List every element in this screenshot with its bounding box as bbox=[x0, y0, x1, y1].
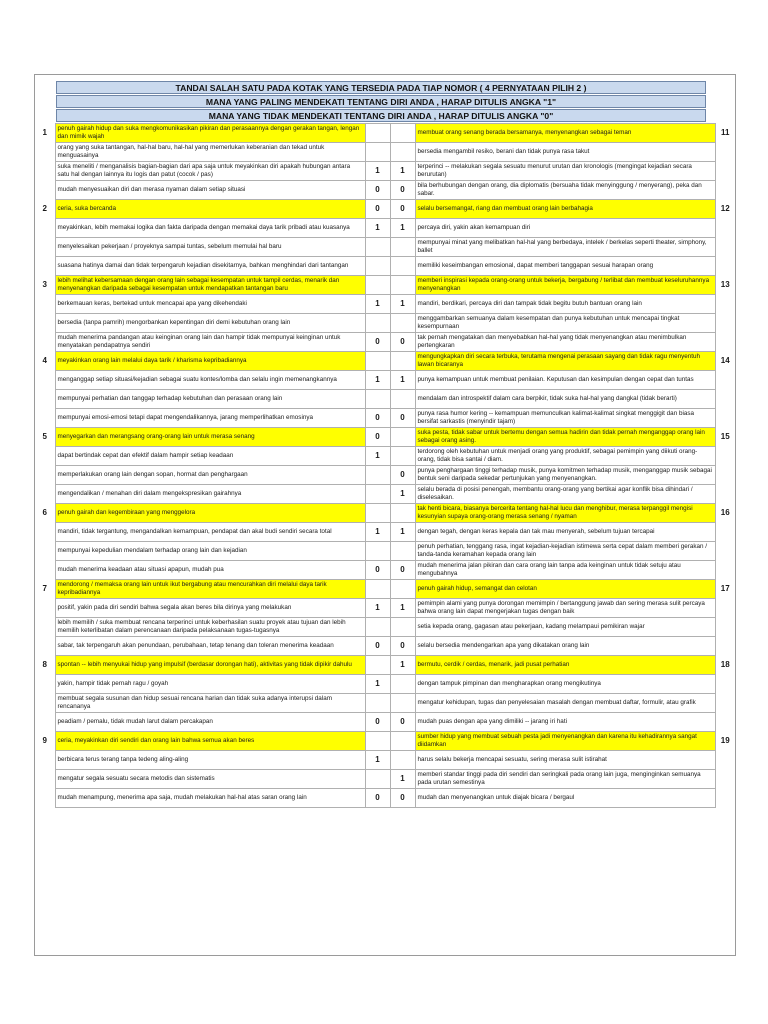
right-statement: bermutu, cerdik / cerdas, menarik, jadi pusat perhatian bbox=[415, 656, 715, 675]
right-statement: dengan tampuk pimpinan dan mengharapkan orang mengikutinya bbox=[415, 675, 715, 694]
left-item-number bbox=[35, 219, 55, 238]
left-item-number bbox=[35, 542, 55, 561]
left-item-number bbox=[35, 162, 55, 181]
score-cell-b[interactable]: 1 bbox=[390, 295, 415, 314]
table-row bbox=[35, 713, 735, 732]
left-statement: orang yang suka tantangan, hal-hal baru, hal-hal yang memerlukan keberanian dan tekad untuk menguasainya bbox=[55, 143, 365, 162]
right-item-number bbox=[715, 561, 735, 580]
left-statement: mandiri, tidak tergantung, mengandalkan kemampuan, pendapat dan akal budi sendiri secara total bbox=[55, 523, 365, 542]
left-item-number bbox=[35, 257, 55, 276]
right-item-number bbox=[715, 637, 735, 656]
left-statement: peadiam / pemalu, tidak mudah larut dalam percakapan bbox=[55, 713, 365, 732]
table-row bbox=[35, 162, 735, 181]
left-item-number bbox=[35, 523, 55, 542]
score-cell-a[interactable]: 1 bbox=[365, 599, 390, 618]
left-item-number: 2 bbox=[42, 204, 47, 214]
right-statement: harus selalu bekerja mencapai sesuatu, sering merasa sulit istirahat bbox=[415, 751, 715, 770]
table-row bbox=[35, 333, 735, 352]
left-item-number bbox=[35, 713, 55, 732]
score-cell-b[interactable] bbox=[390, 618, 415, 637]
score-cell-b[interactable]: 0 bbox=[390, 561, 415, 580]
left-item-number bbox=[35, 751, 55, 770]
left-statement: penuh gairah dan kegembiraan yang menggelora bbox=[55, 504, 365, 523]
right-statement: memberi standar tinggi pada diri sendiri dan seringkali pada orang lain juga, menginginkan semuanya pada urutan semestinya bbox=[415, 770, 715, 789]
table-row bbox=[35, 618, 735, 637]
score-cell-b[interactable]: 0 bbox=[390, 466, 415, 485]
left-item-number bbox=[35, 371, 55, 390]
table-row bbox=[35, 371, 735, 390]
left-statement: memperlakukan orang lain dengan sopan, hormat dan penghargaan bbox=[55, 466, 365, 485]
left-item-number bbox=[35, 637, 55, 656]
score-cell-a[interactable]: 1 bbox=[365, 162, 390, 181]
left-item-number bbox=[35, 295, 55, 314]
questionnaire-sheet bbox=[34, 74, 736, 956]
left-item-number bbox=[35, 390, 55, 409]
table-row bbox=[35, 352, 735, 371]
table-row bbox=[35, 295, 735, 314]
right-statement: punya rasa humor kering -- kemampuan memunculkan kalimat-kalimat singkat menggigit dan biasa bersifat sarkastis (menyindir tajam) bbox=[415, 409, 715, 428]
score-cell-a[interactable] bbox=[365, 504, 390, 523]
score-cell-b[interactable] bbox=[390, 694, 415, 713]
table-row bbox=[35, 770, 735, 789]
score-cell-b[interactable] bbox=[390, 580, 415, 599]
score-cell-b[interactable]: 0 bbox=[390, 789, 415, 808]
right-item-number bbox=[715, 162, 735, 181]
left-item-number: 1 bbox=[42, 128, 47, 138]
score-cell-b[interactable]: 1 bbox=[390, 371, 415, 390]
right-item-number: 18 bbox=[720, 660, 730, 670]
left-item-number: 8 bbox=[42, 660, 47, 670]
score-cell-b[interactable]: 0 bbox=[390, 181, 415, 200]
right-item-number: 11 bbox=[721, 128, 730, 138]
right-statement: tak henti bicara, biasanya bercerita tentang hal-hal lucu dan menghibur, merasa terpanggil mengisi kesunyian supaya orang-orang merasa senang / nyaman bbox=[415, 504, 715, 523]
table-row bbox=[35, 447, 735, 466]
score-cell-a[interactable]: 1 bbox=[365, 675, 390, 694]
instruction-line-2: MANA YANG PALING MENDEKATI TENTANG DIRI ANDA , HARAP DITULIS ANGKA "1" bbox=[56, 95, 706, 108]
score-cell-a[interactable] bbox=[365, 143, 390, 162]
right-item-number bbox=[715, 447, 735, 466]
left-statement: ceria, suka bercanda bbox=[55, 200, 365, 219]
table-row bbox=[35, 542, 735, 561]
score-cell-a[interactable] bbox=[365, 466, 390, 485]
score-cell-b[interactable]: 0 bbox=[390, 409, 415, 428]
left-item-number: 7 bbox=[42, 584, 47, 594]
right-item-number bbox=[715, 599, 735, 618]
right-statement: mempunyai minat yang melibatkan hal-hal yang berbedaya, intelek / berkelas seperti theater, simphony, ballet bbox=[415, 238, 715, 257]
left-statement: menyelesaikan pekerjaan / proyeknya sampai tuntas, sebelum memulai hal baru bbox=[55, 238, 365, 257]
right-item-number bbox=[715, 542, 735, 561]
right-item-number bbox=[715, 143, 735, 162]
score-cell-b[interactable] bbox=[390, 257, 415, 276]
score-cell-b[interactable] bbox=[390, 124, 415, 143]
table-row bbox=[35, 314, 735, 333]
left-statement: mengatur segala sesuatu secara metodis dan sistematis bbox=[55, 770, 365, 789]
right-item-number bbox=[715, 751, 735, 770]
right-item-number bbox=[715, 333, 735, 352]
left-statement: mudah menampung, menerima apa saja, mudah melakukan hal-hal atas saran orang lain bbox=[55, 789, 365, 808]
score-cell-a[interactable]: 1 bbox=[365, 371, 390, 390]
score-cell-a[interactable] bbox=[365, 580, 390, 599]
right-item-number bbox=[715, 694, 735, 713]
table-row bbox=[35, 599, 735, 618]
left-statement: ceria, meyakinkan diri sendiri dan orang lain bahwa semua akan beres bbox=[55, 732, 365, 751]
left-item-number bbox=[35, 675, 55, 694]
score-cell-a[interactable] bbox=[365, 352, 390, 371]
left-statement: bersedia (tanpa pamrih) mengorbankan kepentingan diri demi kebutuhan orang lain bbox=[55, 314, 365, 333]
left-statement: menganggap setiap situasi/kejadian sebagai suatu kontes/lomba dan selalu ingin memenangkannya bbox=[55, 371, 365, 390]
table-row bbox=[35, 656, 735, 675]
score-cell-a[interactable] bbox=[365, 618, 390, 637]
score-cell-a[interactable] bbox=[365, 770, 390, 789]
right-statement: percaya diri, yakin akan kemampuan diri bbox=[415, 219, 715, 238]
left-item-number bbox=[35, 409, 55, 428]
right-statement: memiliki keseimbangan emosional, dapat memberi tanggapan sesuai harapan orang bbox=[415, 257, 715, 276]
left-statement: lebih melihat kebersamaan dengan orang lain sebagai kesempatan untuk tampil cerdas, menarik dan menyenangkan daripada sebagai kesempatan untuk mendapatkan tantangan baru bbox=[55, 276, 365, 295]
score-cell-a[interactable] bbox=[365, 694, 390, 713]
score-cell-b[interactable]: 1 bbox=[390, 656, 415, 675]
right-item-number bbox=[715, 314, 735, 333]
right-item-number: 13 bbox=[720, 280, 730, 290]
score-cell-b[interactable] bbox=[390, 751, 415, 770]
score-cell-b[interactable] bbox=[390, 352, 415, 371]
left-item-number bbox=[35, 447, 55, 466]
score-cell-b[interactable] bbox=[390, 143, 415, 162]
score-cell-a[interactable] bbox=[365, 390, 390, 409]
left-statement: membuat segala susunan dan hidup sesuai rencana harian dan tidak suka adanya interupsi dalam rencananya bbox=[55, 694, 365, 713]
right-item-number bbox=[715, 371, 735, 390]
right-statement: terperinci -- melakukan segala sesuatu menurut urutan dan kronologis (mengingat kejadian secara berurutan) bbox=[415, 162, 715, 181]
right-statement: penuh gairah hidup, semangat dan celotan bbox=[415, 580, 715, 599]
instruction-line-3: MANA YANG TIDAK MENDEKATI TENTANG DIRI ANDA , HARAP DITULIS ANGKA "0" bbox=[56, 109, 706, 122]
right-item-number bbox=[715, 295, 735, 314]
left-statement: meyakinkan, lebih memakai logika dan fakta daripada dengan memakai daya tarik pribadi atau kuasanya bbox=[55, 219, 365, 238]
score-cell-b[interactable] bbox=[390, 542, 415, 561]
score-cell-a[interactable]: 1 bbox=[365, 523, 390, 542]
right-statement: penuh perhatian, tenggang rasa, ingat kejadian-kejadian istimewa serta cepat dalam memberi gerakan / tanda-tanda keramahan kepada orang lain bbox=[415, 542, 715, 561]
right-item-number bbox=[715, 675, 735, 694]
score-cell-b[interactable] bbox=[390, 276, 415, 295]
table-row bbox=[35, 485, 735, 504]
right-statement: dengan tegah, dengan keras kepala dan tak mau menyerah, sebelum tujuan tercapai bbox=[415, 523, 715, 542]
score-cell-b[interactable]: 1 bbox=[390, 523, 415, 542]
right-item-number bbox=[715, 238, 735, 257]
left-statement: mudah menyesuaikan diri dan merasa nyaman dalam setiap situasi bbox=[55, 181, 365, 200]
left-statement: mengendalikan / menahan diri dalam mengekspresikan gairahnya bbox=[55, 485, 365, 504]
left-item-number: 4 bbox=[42, 356, 47, 366]
left-statement: mudah menerima pandangan atau keinginan orang lain dan hampir tidak mempunyai keinginan untuk menyatakan pendapatnya sendiri bbox=[55, 333, 365, 352]
right-item-number: 12 bbox=[720, 204, 730, 214]
right-statement: punya penghargaan tinggi terhadap musik, punya komitmen terhadap musik, menganggap musik sebagai bentuk seni daripada sekedar pertunjukan yang menyenangkan. bbox=[415, 466, 715, 485]
right-statement: terdorong oleh kebutuhan untuk menjadi orang yang produktif, sebagai pemimpin yang diikuti orang-orang, tidak bisa santai / diam. bbox=[415, 447, 715, 466]
table-row bbox=[35, 238, 735, 257]
left-item-number bbox=[35, 770, 55, 789]
right-item-number: 19 bbox=[720, 736, 730, 746]
score-cell-b[interactable] bbox=[390, 428, 415, 447]
left-item-number: 6 bbox=[42, 508, 47, 518]
left-statement: mempunyai emosi-emosi tetapi dapat mengendalikannya, jarang memperlihatkan emosinya bbox=[55, 409, 365, 428]
score-cell-b[interactable] bbox=[390, 447, 415, 466]
score-cell-b[interactable] bbox=[390, 732, 415, 751]
right-statement: mudah dan menyenangkan untuk diajak bicara / bergaul bbox=[415, 789, 715, 808]
score-cell-a[interactable]: 1 bbox=[365, 219, 390, 238]
left-item-number bbox=[35, 485, 55, 504]
score-cell-b[interactable]: 1 bbox=[390, 162, 415, 181]
left-statement: berbicara terus terang tanpa tedeng aling-aling bbox=[55, 751, 365, 770]
score-cell-a[interactable]: 0 bbox=[365, 637, 390, 656]
score-cell-b[interactable] bbox=[390, 504, 415, 523]
score-cell-b[interactable]: 1 bbox=[390, 219, 415, 238]
right-statement: tak pernah mengatakan dan menyebabkan hal-hal yang tidak menyenangkan atau menimbulkan pertengkaran bbox=[415, 333, 715, 352]
right-statement: membuat orang senang berada bersamanya, menyenangkan sebagai teman bbox=[415, 124, 715, 143]
score-cell-a[interactable]: 0 bbox=[365, 561, 390, 580]
score-cell-a[interactable]: 0 bbox=[365, 409, 390, 428]
score-cell-a[interactable]: 1 bbox=[365, 447, 390, 466]
right-statement: selalu berada di posisi penengah, membantu orang-orang yang bertikai agar konflik bisa dihindari / diselesaikan. bbox=[415, 485, 715, 504]
score-cell-b[interactable]: 0 bbox=[390, 713, 415, 732]
score-cell-a[interactable]: 1 bbox=[365, 751, 390, 770]
table-row bbox=[35, 390, 735, 409]
score-cell-a[interactable] bbox=[365, 238, 390, 257]
score-cell-a[interactable]: 0 bbox=[365, 428, 390, 447]
table-row bbox=[35, 675, 735, 694]
table-row bbox=[35, 181, 735, 200]
right-item-number bbox=[715, 409, 735, 428]
right-statement: punya kemampuan untuk membuat penilaian. Keputusan dan kesimpulan dengan cepat dan tuntas bbox=[415, 371, 715, 390]
left-item-number bbox=[35, 466, 55, 485]
table-row bbox=[35, 637, 735, 656]
right-statement: memberi inspirasi kepada orang-orang untuk bekerja, bergabung / terlibat dan membuat keseluruhannya menyenangkan bbox=[415, 276, 715, 295]
score-cell-b[interactable] bbox=[390, 238, 415, 257]
left-item-number bbox=[35, 181, 55, 200]
score-cell-a[interactable] bbox=[365, 732, 390, 751]
left-statement: lebih memilih / suka membuat rencana terperinci untuk keberhasilan suatu proyek atau tujuan dan lebih memilih keterlibatan dalam perencanaan daripada pelaksanaan tugas-tugasnya bbox=[55, 618, 365, 637]
left-item-number bbox=[35, 599, 55, 618]
table-row bbox=[35, 561, 735, 580]
score-cell-a[interactable]: 0 bbox=[365, 713, 390, 732]
table-row bbox=[35, 751, 735, 770]
left-statement: sabar, tak terpengaruh akan penundaan, perubahaan, tetap tenang dan toleran menerima keadaan bbox=[55, 637, 365, 656]
left-statement: mempunyai kepedulian mendalam terhadap orang lain dan kejadian bbox=[55, 542, 365, 561]
score-cell-b[interactable]: 1 bbox=[390, 485, 415, 504]
score-cell-a[interactable]: 0 bbox=[365, 200, 390, 219]
right-statement: mudah menerima jalan pikiran dan cara orang lain tanpa ada keinginan untuk tidak setuju atau mengubahnya bbox=[415, 561, 715, 580]
right-statement: pemimpin alami yang punya dorongan memimpin / bertanggung jawab dan sering merasa sulit percaya bahwa orang lain dapat mengerjakan tugas dengan baik bbox=[415, 599, 715, 618]
right-item-number bbox=[715, 789, 735, 808]
right-item-number bbox=[715, 523, 735, 542]
left-statement: berkemauan keras, bertekad untuk mencapai apa yang dikehendaki bbox=[55, 295, 365, 314]
score-cell-b[interactable] bbox=[390, 314, 415, 333]
table-row bbox=[35, 523, 735, 542]
left-item-number bbox=[35, 694, 55, 713]
score-cell-a[interactable]: 0 bbox=[365, 333, 390, 352]
left-statement: suasana hatinya damai dan tidak terpengaruh kejadian disekitarnya, bahkan menghindari dari tantangan bbox=[55, 257, 365, 276]
right-statement: suka pesta, tidak sabar untuk bertemu dengan semua hadirin dan tidak pernah menganggap orang lain sebagai orang asing. bbox=[415, 428, 715, 447]
score-cell-a[interactable] bbox=[365, 276, 390, 295]
score-cell-b[interactable] bbox=[390, 390, 415, 409]
right-item-number: 17 bbox=[720, 584, 730, 594]
left-item-number bbox=[35, 143, 55, 162]
left-item-number: 5 bbox=[42, 432, 47, 442]
table-row bbox=[35, 409, 735, 428]
right-item-number bbox=[715, 257, 735, 276]
table-row bbox=[35, 732, 735, 751]
score-cell-a[interactable] bbox=[365, 656, 390, 675]
score-cell-b[interactable]: 1 bbox=[390, 599, 415, 618]
table-row bbox=[35, 428, 735, 447]
right-statement: mudah puas dengan apa yang dimiliki -- jarang iri hati bbox=[415, 713, 715, 732]
right-item-number bbox=[715, 485, 735, 504]
right-item-number bbox=[715, 466, 735, 485]
left-statement: mudah menerima keadaan atau situasi apapun, mudah pua bbox=[55, 561, 365, 580]
score-cell-b[interactable]: 0 bbox=[390, 333, 415, 352]
instruction-line-1: TANDAI SALAH SATU PADA KOTAK YANG TERSEDIA PADA TIAP NOMOR ( 4 PERNYATAAN PILIH 2 ) bbox=[56, 81, 706, 94]
table-row bbox=[35, 580, 735, 599]
left-statement: mendorong / memaksa orang lain untuk ikut bergabung atau mencurahkan diri melalui daya tarik kepribadiannya bbox=[55, 580, 365, 599]
score-cell-b[interactable]: 0 bbox=[390, 200, 415, 219]
right-item-number bbox=[715, 390, 735, 409]
right-item-number bbox=[715, 181, 735, 200]
right-statement: mengungkapkan diri secara terbuka, terutama mengenai perasaan sayang dan tidak ragu menyentuh lawan bicaranya bbox=[415, 352, 715, 371]
left-item-number bbox=[35, 618, 55, 637]
left-statement: penuh gairah hidup dan suka mengkomunikasikan pikiran dan perasaannya dengan gerakan tangan, lengan dan mimik wajah bbox=[55, 124, 365, 143]
right-item-number bbox=[715, 713, 735, 732]
right-item-number bbox=[715, 618, 735, 637]
right-item-number bbox=[715, 219, 735, 238]
left-statement: positif, yakin pada diri sendiri bahwa segala akan beres bila dirinya yang melakukan bbox=[55, 599, 365, 618]
right-item-number: 15 bbox=[720, 432, 730, 442]
score-cell-b[interactable]: 1 bbox=[390, 770, 415, 789]
score-cell-a[interactable] bbox=[365, 314, 390, 333]
right-statement: mandiri, berdikari, percaya diri dan tampak tidak begitu butuh bantuan orang lain bbox=[415, 295, 715, 314]
table-row bbox=[35, 276, 735, 295]
left-item-number bbox=[35, 561, 55, 580]
left-item-number bbox=[35, 333, 55, 352]
table-row bbox=[35, 200, 735, 219]
right-statement: bersedia mengambil resiko, berani dan tidak punya rasa takut bbox=[415, 143, 715, 162]
right-item-number bbox=[715, 770, 735, 789]
table-row bbox=[35, 143, 735, 162]
score-cell-a[interactable] bbox=[365, 124, 390, 143]
right-statement: mengatur kehidupan, tugas dan penyelesaian masalah dengan membuat daftar, formulir, atau grafik bbox=[415, 694, 715, 713]
score-cell-b[interactable] bbox=[390, 675, 415, 694]
score-cell-a[interactable] bbox=[365, 485, 390, 504]
left-item-number: 3 bbox=[42, 280, 47, 290]
statement-table bbox=[35, 123, 735, 808]
right-statement: setia kepada orang, gagasan atau pekerjaan, kadang melampaui pemikiran wajar bbox=[415, 618, 715, 637]
left-statement: yakin, hampir tidak pernah ragu / goyah bbox=[55, 675, 365, 694]
left-statement: meyakinkan orang lain melalui daya tarik / kharisma kepribadiannya bbox=[55, 352, 365, 371]
left-item-number bbox=[35, 314, 55, 333]
left-item-number: 9 bbox=[42, 736, 47, 746]
table-row bbox=[35, 789, 735, 808]
left-statement: suka meneliti / menganalisis bagian-bagian dari apa saja untuk meyakinkan diri apakah hubungan antara satu hal dengan lainnya itu logis dan patut (cocok / pas) bbox=[55, 162, 365, 181]
left-item-number bbox=[35, 789, 55, 808]
right-statement: selalu bersedia mendengarkan apa yang dikatakan orang lain bbox=[415, 637, 715, 656]
score-cell-a[interactable]: 0 bbox=[365, 181, 390, 200]
score-cell-a[interactable]: 1 bbox=[365, 295, 390, 314]
left-statement: menyegarkan dan merangsang orang-orang lain untuk merasa senang bbox=[55, 428, 365, 447]
table-row bbox=[35, 504, 735, 523]
table-row bbox=[35, 257, 735, 276]
left-statement: spontan -- lebih menyukai hidup yang impulsif (berdasar dorongan hati), aktivitas yang tidak dipikir dahulu bbox=[55, 656, 365, 675]
score-cell-a[interactable]: 0 bbox=[365, 789, 390, 808]
right-statement: mendalam dan introspektif dalam cara berpikir, tidak suka hal-hal yang dangkal (tidak berarti) bbox=[415, 390, 715, 409]
score-cell-a[interactable] bbox=[365, 542, 390, 561]
right-item-number: 16 bbox=[720, 508, 730, 518]
score-cell-b[interactable]: 0 bbox=[390, 637, 415, 656]
table-row bbox=[35, 219, 735, 238]
left-item-number bbox=[35, 238, 55, 257]
table-row bbox=[35, 466, 735, 485]
right-statement: bila berhubungan dengan orang, dia diplomatis (bersuaha tidak menyinggung / menyerang), peka dan sabar. bbox=[415, 181, 715, 200]
table-row bbox=[35, 694, 735, 713]
table-row bbox=[35, 124, 735, 143]
right-item-number: 14 bbox=[720, 356, 730, 366]
right-statement: sumber hidup yang membuat sebuah pesta jadi menyenangkan dan karena itu kehadirannya sangat diidamkan bbox=[415, 732, 715, 751]
left-statement: mempunyai perhatian dan tanggap terhadap kebutuhan dan perasaan orang lain bbox=[55, 390, 365, 409]
score-cell-a[interactable] bbox=[365, 257, 390, 276]
right-statement: menggambarkan semuanya dalam kesempatan dan punya kebutuhan untuk mencapai tingkat kesempurnaan bbox=[415, 314, 715, 333]
right-statement: selalu bersemangat, riang dan membuat orang lain berbahagia bbox=[415, 200, 715, 219]
left-statement: dapat bertindak cepat dan efektif dalam hampir setiap keadaan bbox=[55, 447, 365, 466]
